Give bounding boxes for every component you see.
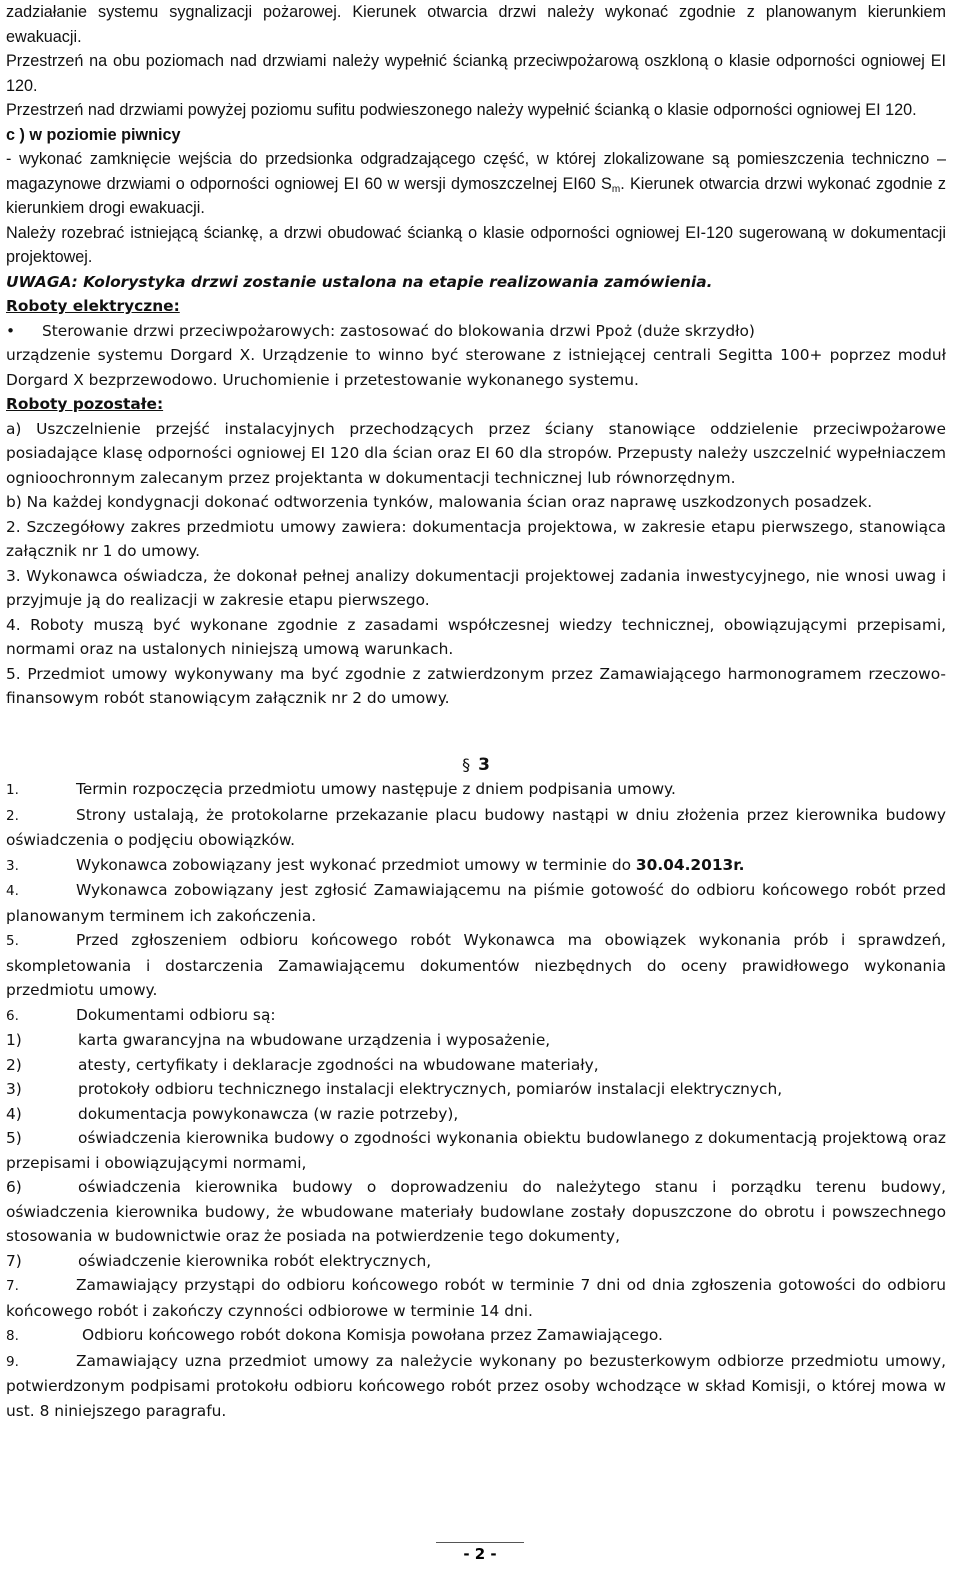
other-item-5: 5. Przedmiot umowy wykonywany ma być zgodnie z zatwierdzonym przez Zamawiającego harmonogramem rzeczowo-finansowym robót stanowiącym załącznik nr 2 do umowy. [6,664,946,707]
list-text: oświadczenia kierownika budowy o doprowadzeniu do należytego stanu i porządku terenu budowy, oświadczenia kierownika budowy, że wbudowane materiały budowlane zostały dopuszczone do obrotu i powszechnego stosowania w budownictwie oraz że posiada na potwierdzenie tego dokumenty, [6,1178,946,1245]
paragraph-alarm: zadziałanie systemu sygnalizacji pożarowej. Kierunek otwarcia drzwi należy wykonać zgodnie z planowanym kierunkiem ewakuacji. [6,3,946,46]
list-text: karta gwarancyjna na wbudowane urządzenia i wyposażenie, [78,1031,551,1049]
clause-text: Wykonawca zobowiązany jest wykonać przedmiot umowy w terminie do [76,855,636,874]
clause-text: Strony ustalają, że protokolarne przekazanie placu budowy nastąpi w dniu złożenia przez kierownika budowy oświadczenia o podjęciu obowiązków. [6,805,946,849]
section-symbol: § [462,754,471,774]
list-number: 4) [6,1104,22,1123]
clause-8 [6,1323,946,1349]
other-item-2: 2. Szczegółowy zakres przedmiotu umowy zawiera: dokumentacja projektowa, w zakresie etapu pierwszego, stanowiąca załącznik nr 1 do umowy. [6,517,946,560]
other-heading: Roboty pozostałe: [6,395,164,413]
clause-number: 8. [6,1328,19,1344]
electrical-heading: Roboty elektryczne: [6,297,180,315]
document-item-6 [6,1175,946,1249]
other-item-3: 3. Wykonawca oświadcza, że dokonał pełnej analizy dokumentacji projektowej zadania inwestycyjnego, nie wnosi uwag i przyjmuje ją do realizacji w zakresie etapu pierwszego. [6,566,946,609]
clause-text: Przed zgłoszeniem odbioru końcowego robót Wykonawca ma obowiązek wykonania prób i sprawdzeń, skompletowania i dostarczenia Zamawiającemu dokumentów niezbędnych do oceny prawidłowego wykonania przedmiotu umowy. [6,931,946,999]
clause-text: Dokumentami odbioru są: [76,1005,276,1024]
electrical-bullet-cont: urządzenie systemu Dorgard X. Urządzenie to winno być sterowane z istniejącej centrali Segitta 100+ poprzez moduł Dorgard X bezprzewodowo. Uruchomienie i przetestowanie wykonanego systemu. [6,346,946,389]
clause-number: 1. [6,782,19,798]
list-number: 2) [6,1055,22,1074]
list-text: dokumentacja powykonawcza (w razie potrzeby), [78,1104,459,1123]
clause-2 [6,803,946,853]
list-number: 6) [6,1178,22,1196]
uwaga-note: UWAGA: Kolorystyka drzwi zostanie ustalona na etapie realizowania zamówienia. [6,272,713,291]
other-item-a: a) Uszczelnienie przejść instalacyjnych przechodzących przez ściany stanowiące oddzielenie przeciwpożarowe posiadające klasę odporności ogniowej EI 120 dla ścian oraz EI 60 dla stropów. Przepusty należy uszczelnić wypełniaczem ognioochronnym zalecanym przez projektanta w dokumentacji technicznej lub równorzędnym. [6,419,946,487]
clause-6 [6,1003,946,1029]
list-number: 3) [6,1080,22,1098]
electrical-bullet [6,319,946,344]
clause-number: 9. [6,1353,19,1370]
document-item-4 [6,1102,946,1127]
document-item-5 [6,1126,946,1175]
basement-text-a: - wykonać zamknięcie wejścia do przedsionka odgradzającego część, w której zlokalizowane są pomieszczenia techniczno – magazynowe drzwiami o odporności ogniowej EI 60 w wersji dymoszczelnej EI60 S [6,150,946,193]
clause-number: 3. [6,857,19,874]
paragraph-glazed-wall: Przestrzeń na obu poziomach nad drzwiami należy wypełnić ścianką przeciwpożarową oszkloną o klasie odporności ogniowej EI 120. [6,52,946,95]
list-text: atesty, certyfikaty i deklaracje zgodności na wbudowane materiały, [78,1055,599,1074]
section-heading [6,753,946,778]
paragraph-basement [6,147,946,221]
other-item-b: b) Na każdej kondygnacji dokonać odtworzenia tynków, malowania ścian oraz naprawę uszkodzonych posadzek. [6,493,873,511]
clause-3 [6,853,946,879]
clause-7 [6,1273,946,1323]
basement-heading: c ) w poziomie piwnicy [6,125,181,144]
clause-number: 7. [6,1278,19,1294]
list-text: oświadczenia kierownika budowy o zgodności wykonania obiektu budowlanego z dokumentacją projektową oraz przepisami i obowiązującymi normami, [6,1129,946,1172]
paragraph-ceiling-wall: Przestrzeń nad drzwiami powyżej poziomu sufitu podwieszonego należy wypełnić ścianką o klasie odporności ogniowej EI 120. [6,101,917,119]
list-number: 1) [6,1031,22,1049]
list-number: 7) [6,1251,22,1270]
section-number: 3 [478,754,490,775]
clause-number: 2. [6,807,19,824]
clause-text: Termin rozpoczęcia przedmiotu umowy następuje z dniem podpisania umowy. [76,780,676,798]
clause-4 [6,878,946,928]
document-item-7 [6,1249,946,1274]
clause-text: Wykonawca zobowiązany jest zgłosić Zamawiającemu na piśmie gotowość do odbioru końcowego robót przed planowanym terminem ich zakończenia. [6,881,946,925]
bullet-icon: • [6,321,16,340]
list-text: oświadczenie kierownika robót elektrycznych, [78,1251,432,1270]
electrical-bullet-text: Sterowanie drzwi przeciwpożarowych: zastosować do blokowania drzwi Ppoż (duże skrzydło) [42,321,755,340]
clause-1 [6,777,946,803]
paragraph-basement-wall: Należy rozebrać istniejącą ściankę, a drzwi obudować ścianką o klasie odporności ogniowej EI-120 sugerowaną w dokumentacji projektowej. [6,223,946,266]
page-number: - 2 - [463,1545,497,1563]
clause-9 [6,1349,946,1424]
footer-divider [436,1542,524,1543]
basement-text-b: . Kierunek otwarcia drzwi wykonać zgodnie z kierunkiem drogi ewakuacji. [6,174,946,217]
list-number: 5) [6,1129,22,1147]
clause-number: 4. [6,883,19,899]
basement-subscript: m [611,183,621,195]
clause-deadline: 30.04.2013r. [635,855,745,874]
clause-number: 6. [6,1007,19,1024]
list-text: protokoły odbioru technicznego instalacji elektrycznych, pomiarów instalacji elektrycznych, [78,1080,783,1098]
document-item-1 [6,1028,946,1053]
clause-5 [6,928,946,1003]
document-item-2 [6,1053,946,1078]
clause-number: 5. [6,933,19,949]
other-item-4: 4. Roboty muszą być wykonane zgodnie z zasadami współczesnej wiedzy technicznej, obowiązującymi przepisami, normami oraz na ustalonych niniejszą umową warunkach. [6,615,946,658]
document-item-3 [6,1077,946,1102]
clause-text: Zamawiający przystąpi do odbioru końcowego robót w terminie 7 dni od dnia zgłoszenia gotowości do odbioru końcowego robót i zakończy czynności odbiorowe w terminie 14 dni. [6,1276,946,1320]
clause-text: Zamawiający uzna przedmiot umowy za należycie wykonany po bezusterkowym odbiorze przedmiotu umowy, potwierdzonym podpisami protokołu odbioru końcowego robót przez osoby wchodzące w skład Komisji, o której mowa w ust. 8 niniejszego paragrafu. [6,1351,946,1420]
clause-text: Odbioru końcowego robót dokona Komisja powołana przez Zamawiającego. [82,1326,663,1344]
